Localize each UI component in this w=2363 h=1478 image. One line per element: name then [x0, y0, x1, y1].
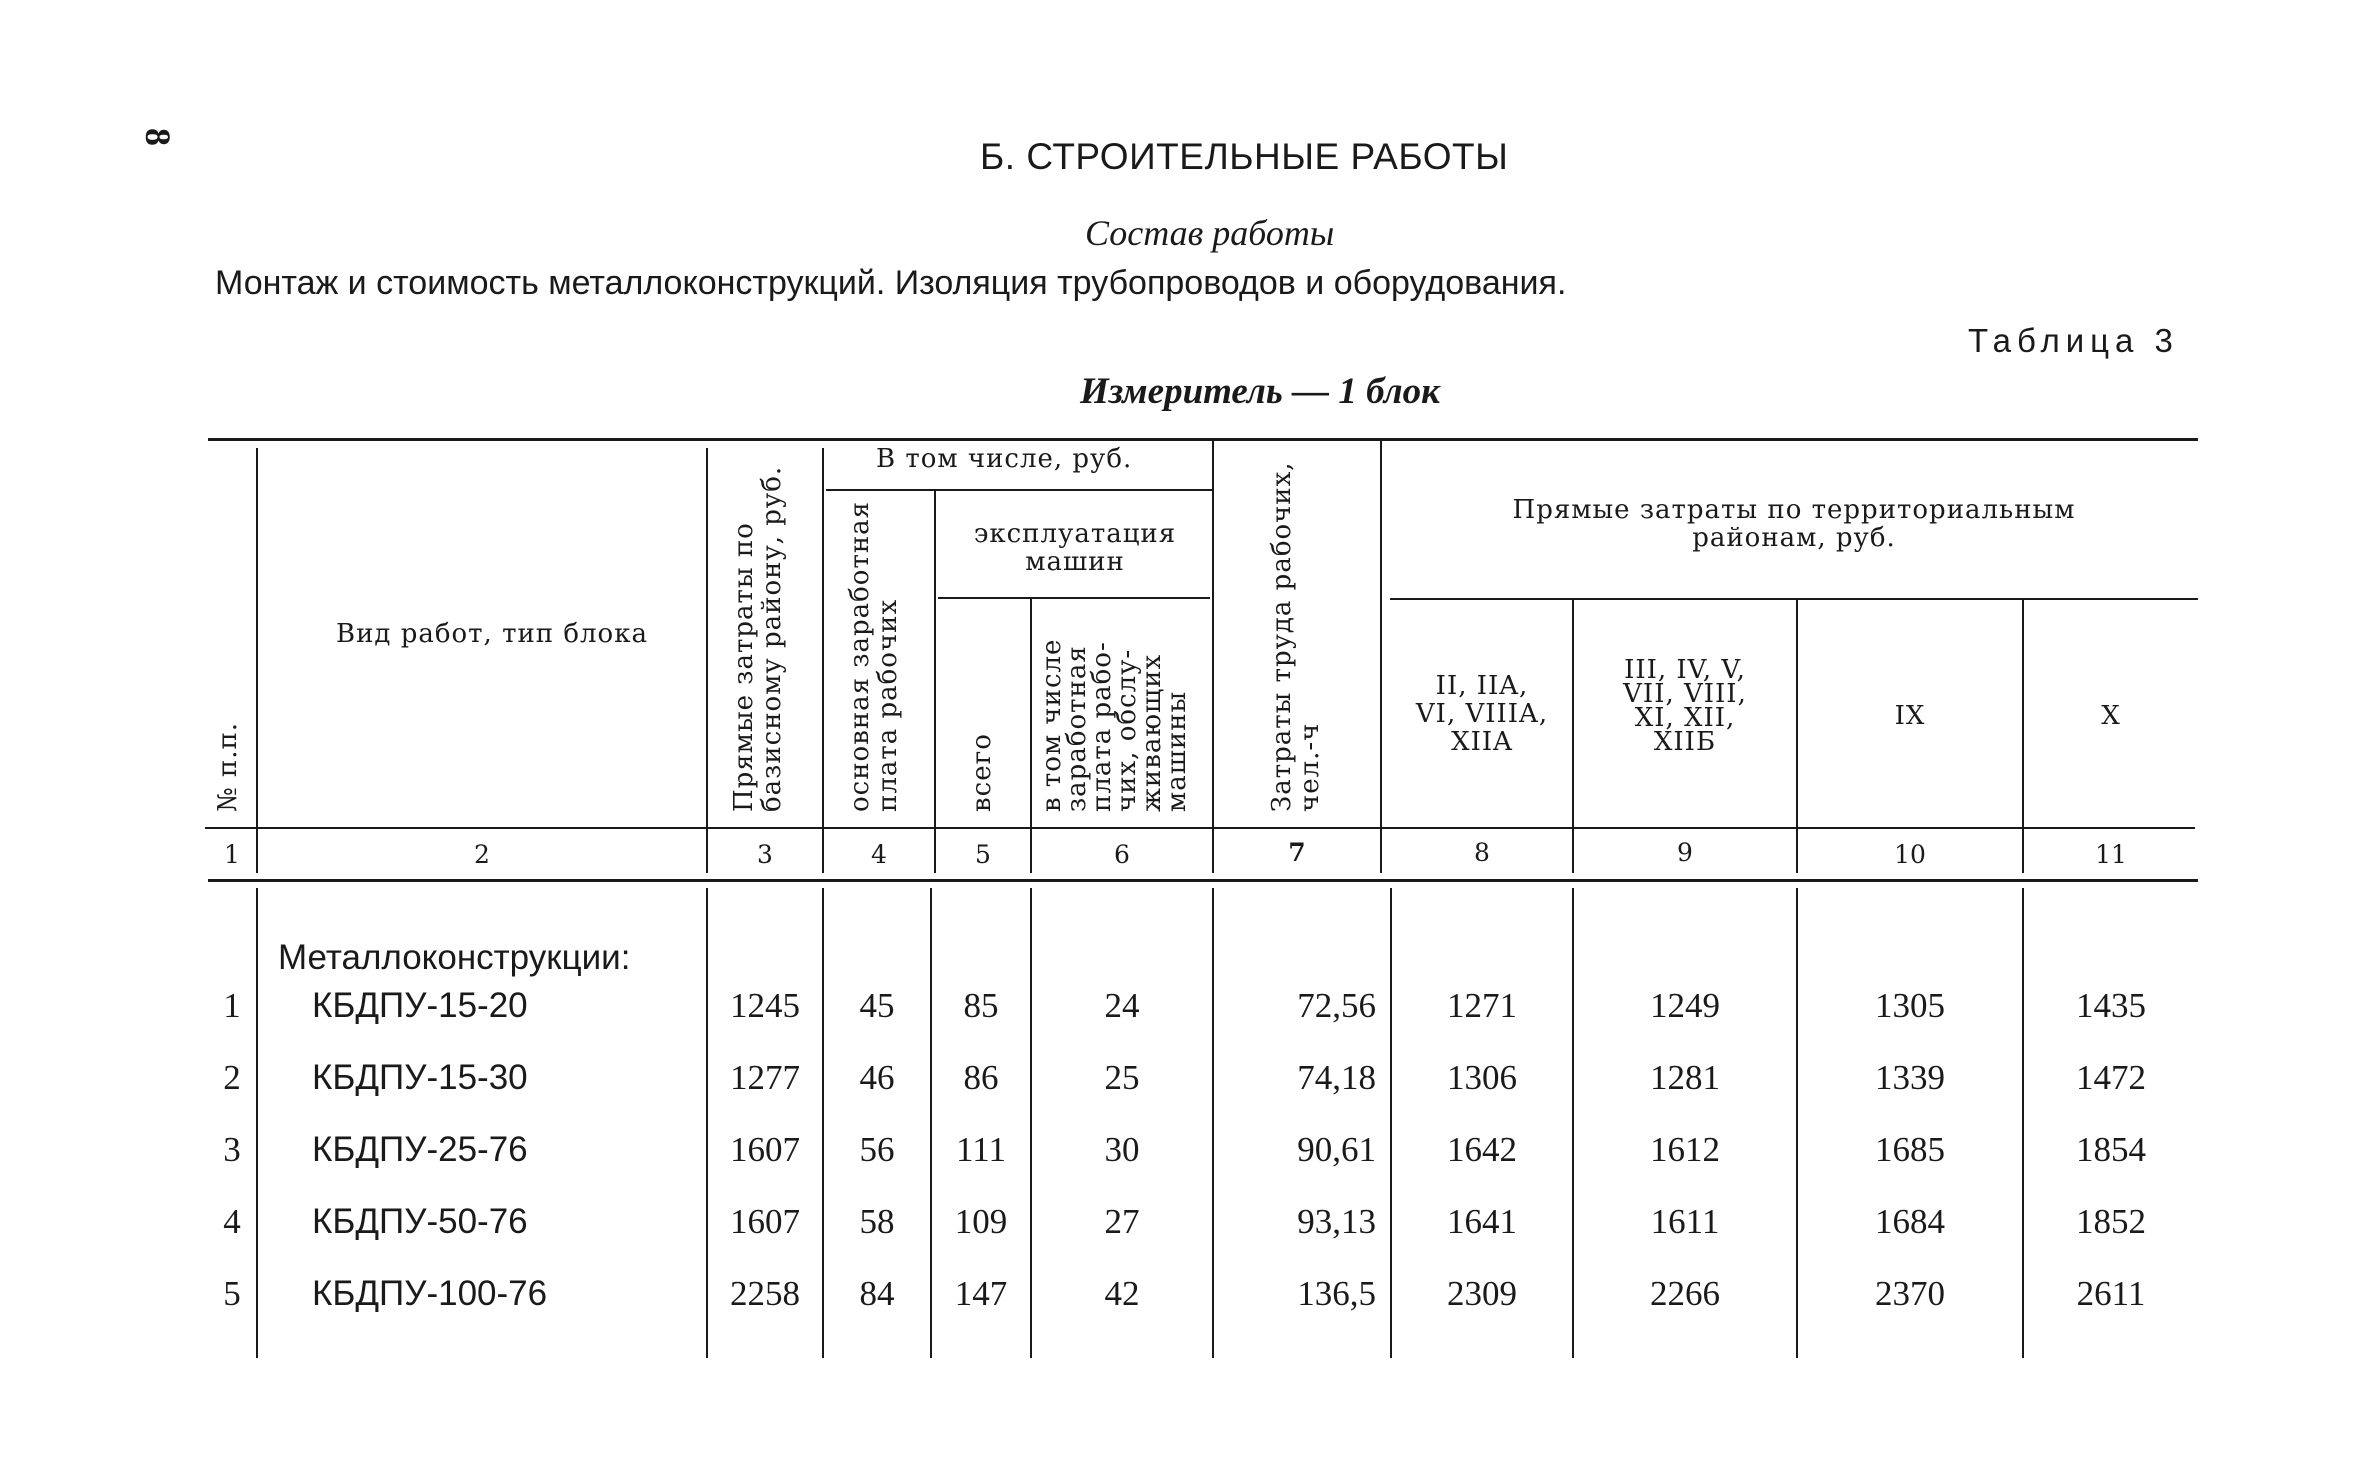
value-cell-c11: 1472 [2076, 1058, 2146, 1097]
value-cell-c4: 45 [859, 986, 895, 1025]
header-wage-line2: плата рабочих [873, 598, 903, 812]
value-cell-c3: 1245 [730, 986, 800, 1025]
value-cell-c11: 1852 [2076, 1202, 2146, 1241]
col-number: 9 [1677, 838, 1693, 867]
value-cell-c9: 1612 [1650, 1130, 1720, 1169]
header-labor-line2: чел.-ч [1295, 722, 1325, 812]
header-region-9-line2: VII, VIII, [1623, 679, 1747, 709]
value-cell-c11: 1435 [2076, 986, 2146, 1025]
row-number-cell: 1 [223, 986, 241, 1025]
section-title: Б. СТРОИТЕЛЬНЫЕ РАБОТЫ [980, 136, 1509, 177]
value-cell-c6: 30 [1104, 1130, 1140, 1169]
value-cell-c10: 1305 [1875, 986, 1945, 1025]
value-cell-c8: 1271 [1447, 986, 1517, 1025]
value-cell-c7: 74,18 [1297, 1058, 1376, 1097]
header-incl-wage-line3: плата рабо- [1087, 641, 1117, 812]
value-cell-c10: 2370 [1875, 1274, 1945, 1313]
header-exploitation-line1: эксплуатация [973, 519, 1177, 549]
header-incl-wage-line4: чих, обслу- [1112, 648, 1142, 812]
block-type-cell: КБДПУ-50-76 [312, 1202, 528, 1241]
row-number-cell: 2 [223, 1058, 241, 1097]
page-number: 8 [138, 128, 178, 146]
value-cell-c5: 109 [954, 1202, 1008, 1241]
header-region-8-line1: II, IIA, [1435, 671, 1529, 701]
value-cell-c6: 24 [1104, 986, 1140, 1025]
header-region-10: IX [1894, 701, 1926, 731]
header-regions [1390, 496, 2198, 552]
value-cell-c8: 1306 [1447, 1058, 1517, 1097]
value-cell-c6: 42 [1104, 1274, 1140, 1313]
value-cell-c3: 2258 [730, 1274, 800, 1313]
value-cell-c11: 1854 [2076, 1130, 2146, 1169]
row-number-cell: 4 [223, 1202, 241, 1241]
header-labor [1268, 461, 1324, 812]
value-cell-c8: 1641 [1447, 1202, 1517, 1241]
value-cell-c5: 85 [963, 986, 999, 1025]
value-cell-c7: 93,13 [1297, 1202, 1376, 1241]
col-number: 4 [871, 840, 887, 869]
table-label: Таблица 3 [1968, 322, 2179, 359]
value-cell-c7: 136,5 [1297, 1274, 1376, 1313]
header-total: всего [967, 733, 997, 812]
value-cell-c9: 1611 [1650, 1202, 1720, 1241]
value-cell-c5: 111 [956, 1130, 1006, 1169]
value-cell-c11: 2611 [2076, 1274, 2146, 1313]
header-region-11: X [2101, 701, 2121, 731]
measure-unit: Измеритель — 1 блок [1080, 371, 1440, 412]
value-cell-c10: 1685 [1875, 1130, 1945, 1169]
header-region-8 [1392, 672, 1572, 756]
header-labor-line1: Затраты труда рабочих, [1267, 461, 1297, 812]
header-region-9-line3: XI, XII, [1634, 703, 1736, 733]
value-cell-c8: 2309 [1447, 1274, 1517, 1313]
header-region-9-line1: III, IV, V, [1624, 655, 1746, 685]
col-number: 5 [975, 840, 991, 869]
value-cell-c6: 25 [1104, 1058, 1140, 1097]
work-subtitle: Состав работы [1085, 213, 1335, 253]
value-cell-c4: 46 [859, 1058, 895, 1097]
col-number: 10 [1894, 840, 1926, 869]
value-cell-c9: 1281 [1650, 1058, 1720, 1097]
value-cell-c9: 2266 [1650, 1274, 1720, 1313]
value-cell-c5: 86 [963, 1058, 999, 1097]
group-label: Металлоконструкции: [278, 938, 631, 977]
value-cell-c4: 56 [859, 1130, 895, 1169]
col-number: 7 [1288, 838, 1306, 867]
value-cell-c9: 1249 [1650, 986, 1720, 1025]
header-incl-wage-line6: машины [1162, 690, 1192, 812]
header-num: № п.п. [213, 721, 243, 812]
value-cell-c10: 1684 [1875, 1202, 1945, 1241]
header-direct-base [730, 466, 786, 812]
value-cell-c6: 27 [1104, 1202, 1140, 1241]
col-number: 1 [224, 840, 240, 869]
value-cell-c8: 1642 [1447, 1130, 1517, 1169]
header-region-9-line4: XIIБ [1653, 727, 1717, 757]
header-wage-line1: основная заработная [845, 500, 875, 812]
value-cell-c7: 90,61 [1297, 1130, 1376, 1169]
header-wage [846, 501, 902, 812]
header-exploitation [940, 520, 1210, 576]
col-number: 3 [757, 840, 773, 869]
col-number: 2 [474, 840, 490, 869]
value-cell-c10: 1339 [1875, 1058, 1945, 1097]
header-regions-line2: районам, руб. [1692, 523, 1896, 553]
header-regions-line1: Прямые затраты по территориальным [1512, 495, 2076, 525]
header-including: В том числе, руб. [876, 444, 1133, 474]
header-work-type: Вид работ, тип блока [336, 619, 648, 649]
value-cell-c4: 58 [859, 1202, 895, 1241]
block-type-cell: КБДПУ-100-76 [312, 1274, 548, 1313]
header-incl-wage-line2: заработная [1062, 645, 1092, 812]
block-type-cell: КБДПУ-15-20 [312, 986, 528, 1025]
col-number: 11 [2095, 840, 2127, 869]
value-cell-c3: 1607 [730, 1130, 800, 1169]
header-incl-wage-line5: живающих [1137, 653, 1167, 812]
header-incl-wage-line1: в том числе [1037, 638, 1067, 812]
value-cell-c4: 84 [859, 1274, 895, 1313]
col-number: 8 [1474, 838, 1490, 867]
value-cell-c5: 147 [954, 1274, 1008, 1313]
header-region-8-line3: XIIA [1451, 727, 1513, 757]
header-region-9 [1574, 655, 1796, 757]
header-region-8-line2: VI, VIIIA, [1415, 699, 1549, 729]
block-type-cell: КБДПУ-15-30 [312, 1058, 528, 1097]
header-direct-base-line2: базисному району, руб. [757, 465, 787, 812]
value-cell-c3: 1607 [730, 1202, 800, 1241]
value-cell-c3: 1277 [730, 1058, 800, 1097]
header-incl-wage [1037, 638, 1192, 812]
row-number-cell: 5 [223, 1274, 241, 1313]
col-number: 6 [1114, 840, 1130, 869]
row-number-cell: 3 [223, 1130, 241, 1169]
header-exploitation-line2: машин [1025, 547, 1125, 577]
work-description: Монтаж и стоимость металлоконструкций. Изоляция трубопроводов и оборудования. [215, 264, 1567, 302]
block-type-cell: КБДПУ-25-76 [312, 1130, 528, 1169]
value-cell-c7: 72,56 [1297, 986, 1376, 1025]
header-direct-base-line1: Прямые затраты по [729, 522, 759, 812]
